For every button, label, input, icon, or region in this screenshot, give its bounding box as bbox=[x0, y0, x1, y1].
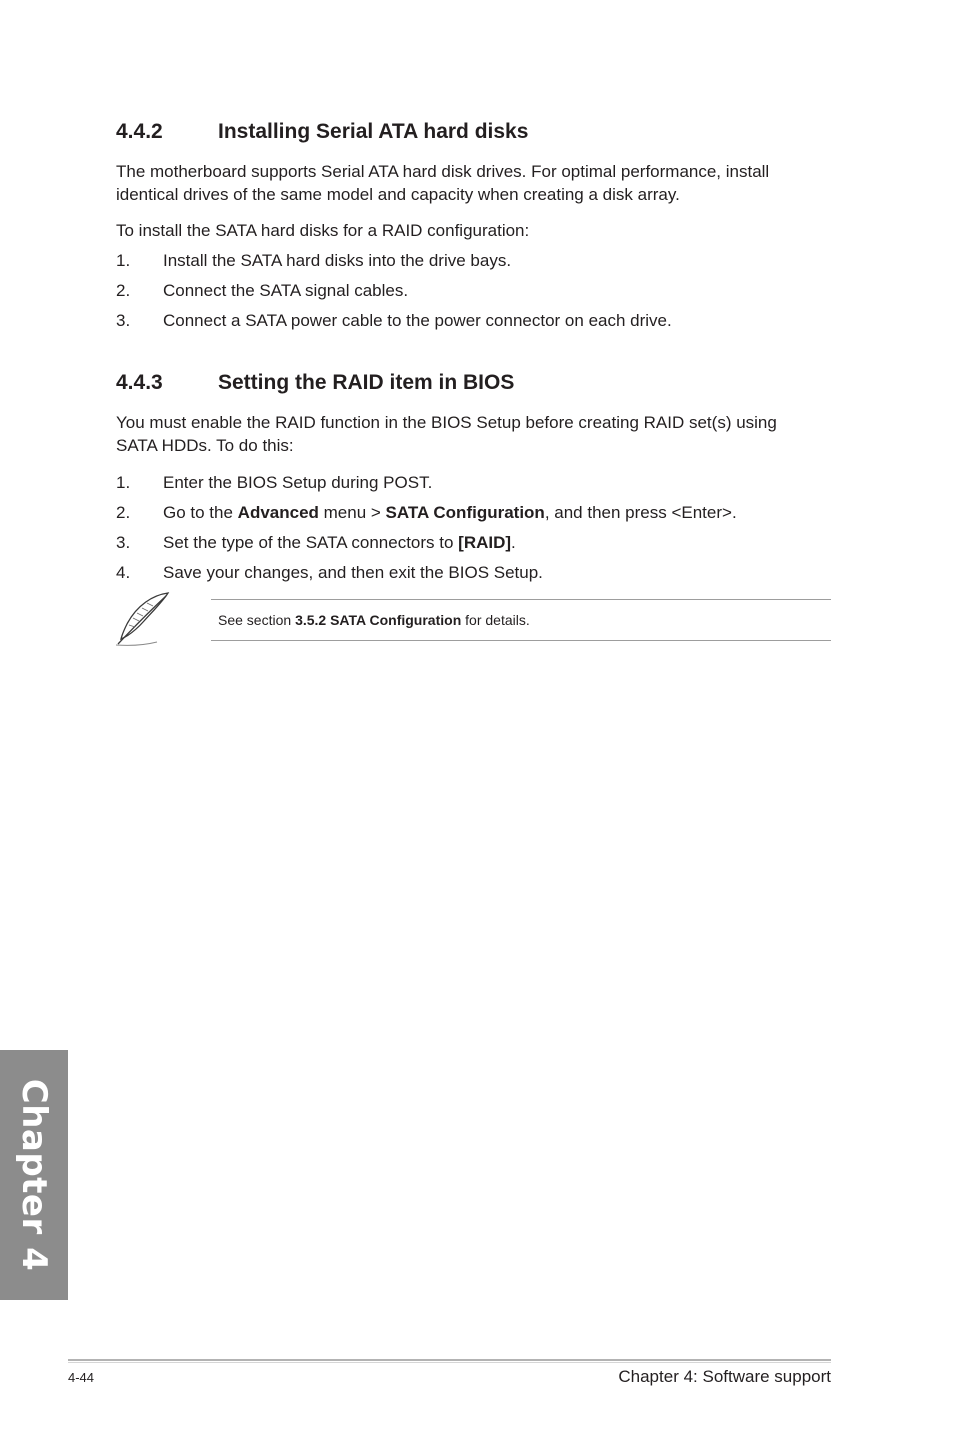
section-heading-4-4-2 bbox=[116, 120, 528, 144]
paragraph: The motherboard supports Serial ATA hard disk drives. For optimal performance, install identical drives of the same model and capacity when creating a disk array. bbox=[116, 162, 770, 204]
list-number: 3. bbox=[116, 533, 131, 552]
note-box bbox=[211, 599, 831, 641]
footer-divider bbox=[68, 1359, 831, 1363]
section-title: Installing Serial ATA hard disks bbox=[218, 120, 529, 143]
section-heading-4-4-3 bbox=[116, 371, 514, 395]
option-raid: [RAID] bbox=[458, 533, 512, 552]
list-item bbox=[116, 309, 672, 332]
chapter-tab bbox=[0, 1050, 68, 1300]
section-number: 4.4.3 bbox=[116, 371, 163, 394]
page-number: 4-44 bbox=[68, 1370, 95, 1385]
list-text: Save your changes, and then exit the BIOS Setup. bbox=[163, 563, 543, 582]
list-item bbox=[116, 279, 408, 302]
note-text-post: for details. bbox=[461, 612, 530, 628]
note-text bbox=[218, 612, 530, 628]
paragraph: You must enable the RAID function in the BIOS Setup before creating RAID set(s) using SATA HDDs. To do this: bbox=[116, 413, 777, 455]
list-number: 2. bbox=[116, 503, 131, 522]
list-number: 2. bbox=[116, 281, 131, 300]
list-item bbox=[116, 471, 432, 494]
list-text-mid: menu > bbox=[318, 503, 386, 522]
list-text: Install the SATA hard disks into the drive bays. bbox=[163, 251, 512, 270]
paragraph: To install the SATA hard disks for a RAID configuration: bbox=[116, 221, 530, 240]
feather-quill-icon bbox=[113, 590, 173, 648]
list-item bbox=[116, 501, 737, 524]
list-number: 1. bbox=[116, 473, 131, 492]
list-item bbox=[116, 249, 511, 272]
list-text: Connect a SATA power cable to the power connector on each drive. bbox=[163, 311, 672, 330]
note-text-pre: See section bbox=[218, 612, 296, 628]
footer-chapter-title: Chapter 4: Software support bbox=[618, 1367, 831, 1386]
list-item bbox=[116, 561, 543, 584]
menu-name-advanced: Advanced bbox=[237, 503, 319, 522]
list-text-post: , and then press <Enter>. bbox=[544, 503, 737, 522]
list-text-post: . bbox=[511, 533, 516, 552]
list-text: Connect the SATA signal cables. bbox=[163, 281, 409, 300]
section-title: Setting the RAID item in BIOS bbox=[218, 371, 515, 394]
list-text-pre: Set the type of the SATA connectors to bbox=[163, 533, 459, 552]
chapter-tab-label: Chapter 4 bbox=[14, 1078, 54, 1272]
section-number: 4.4.2 bbox=[116, 120, 163, 143]
list-number: 3. bbox=[116, 311, 131, 330]
list-text-pre: Go to the bbox=[163, 503, 238, 522]
list-number: 1. bbox=[116, 251, 131, 270]
note-reference: 3.5.2 SATA Configuration bbox=[295, 612, 462, 628]
list-text: Enter the BIOS Setup during POST. bbox=[163, 473, 433, 492]
menu-name-sata-configuration: SATA Configuration bbox=[385, 503, 545, 522]
list-item bbox=[116, 531, 516, 554]
list-number: 4. bbox=[116, 563, 131, 582]
